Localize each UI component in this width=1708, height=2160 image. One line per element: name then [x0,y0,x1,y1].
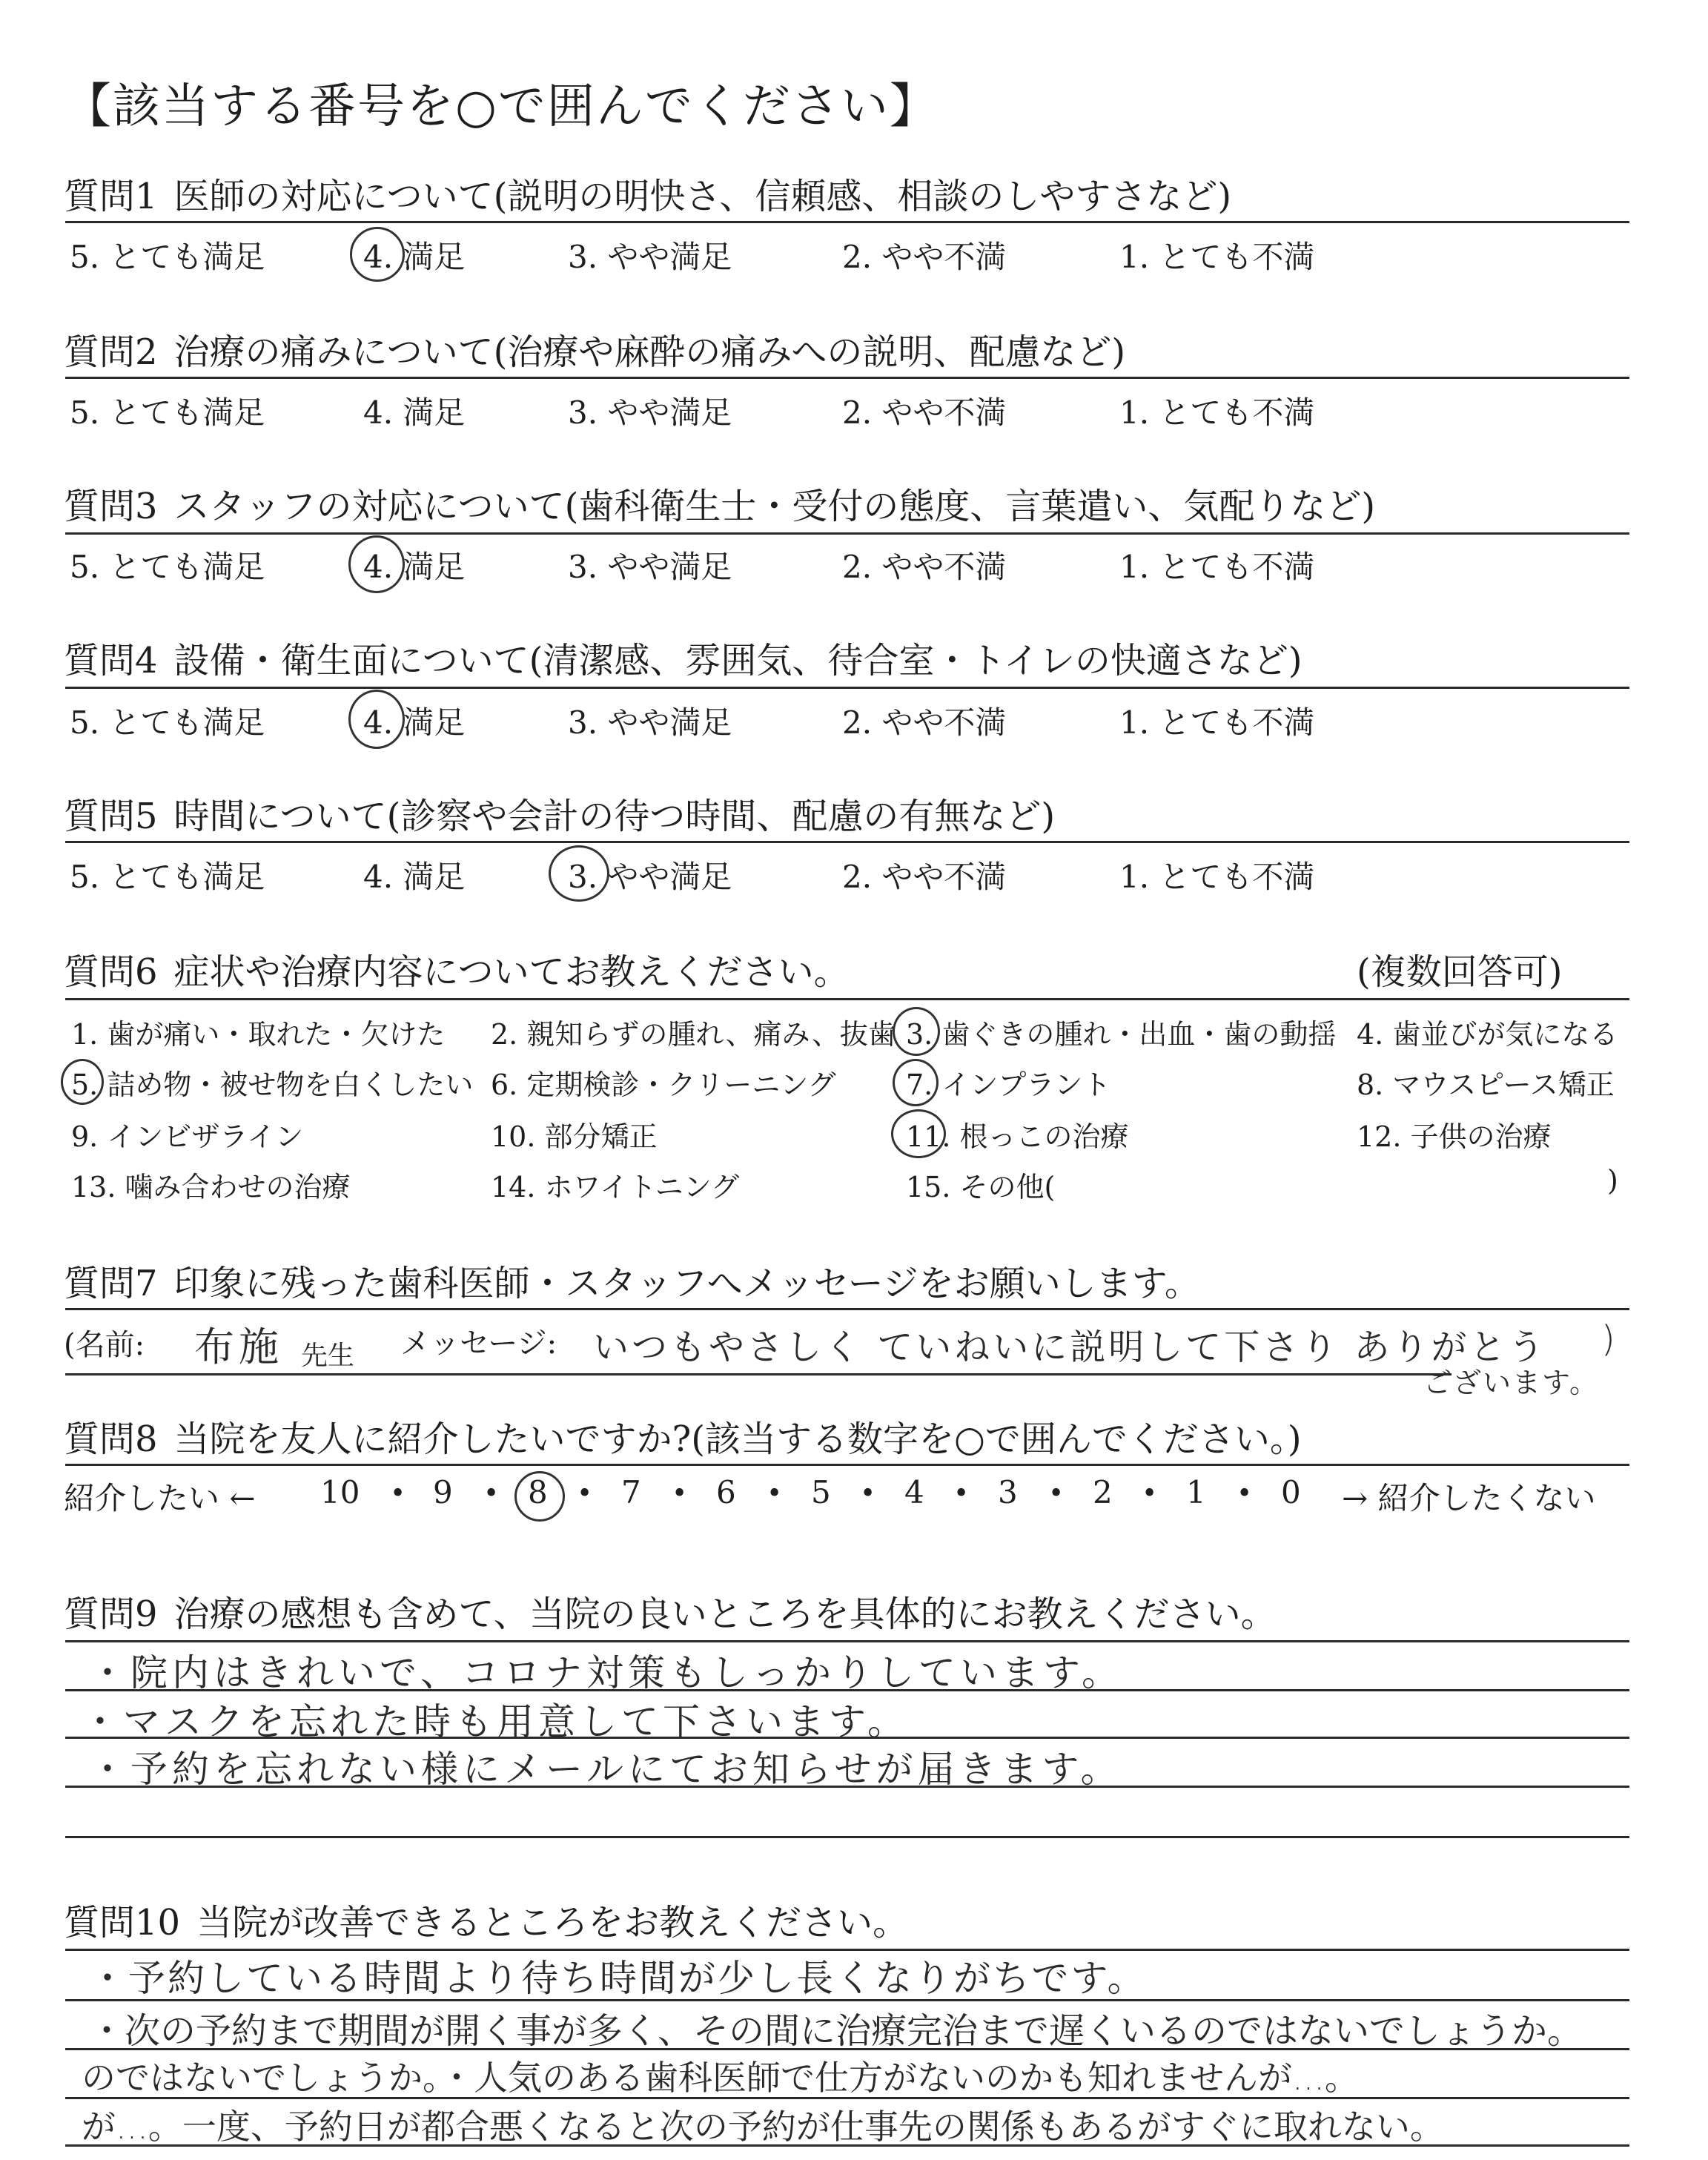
q1-option-5[interactable]: 5. とても満足 [70,239,265,275]
q10-answer-line-1: ・予約している時間より待ち時間が少し長くなりがちです。 [89,1957,1147,2000]
question-2-rule [65,377,1629,379]
q10-answer-line-4: が...。一度、予約日が都合悪くなると次の予約が仕事先の関係もあるがすぐに取れない。 [82,2107,1444,2147]
q5-option-5[interactable]: 5. とても満足 [70,859,265,895]
q10-rule-4 [65,2097,1629,2099]
q8-separator: • [672,1479,688,1509]
q4-option-3[interactable]: 3. やや満足 [568,704,732,741]
q8-scale-0[interactable]: 0 [1281,1474,1301,1510]
question-5-text: 時間について(診察や会計の待つ時間、配慮の有無など) [173,796,1056,837]
q7-message-value: いつもやさしく ていねいに説明して下さり ありがとう [593,1327,1547,1368]
q8-scale-9[interactable]: 9 [433,1474,453,1510]
q8-separator: • [767,1479,783,1509]
q8-separator: • [577,1479,593,1509]
q1-option-4[interactable]: 4. 満足 [363,239,466,275]
q8-scale-4[interactable]: 4 [904,1474,924,1510]
q6-item-7[interactable]: 7. インプラント [906,1069,1111,1101]
q4-option-2[interactable]: 2. やや不満 [842,704,1007,741]
q5-option-1[interactable]: 1. とても不満 [1119,859,1315,895]
q9-rule-2 [65,1689,1629,1691]
question-6-label: 質問6 [64,951,158,993]
question-4 [64,632,1302,683]
question-4-text: 設備・衛生面について(清潔感、雰囲気、待合室・トイレの快適さなど) [173,640,1302,681]
question-1-text: 医師の対応について(説明の明快さ、信頼感、相談のしやすさなど) [173,176,1232,217]
q7-message-cont: ございます。 [1423,1367,1599,1399]
q8-scale-5[interactable]: 5 [811,1474,831,1510]
q8-scale-6[interactable]: 6 [716,1474,736,1510]
q6-item-8[interactable]: 8. マウスピース矯正 [1357,1069,1615,1101]
q6-item-14[interactable]: 14. ホワイトニング [491,1171,740,1203]
q9-answer-line-1: ・院内はきれいで、コロナ対策もしっかりしています。 [89,1651,1123,1694]
q4-option-4[interactable]: 4. 満足 [363,704,466,741]
q6-answer-circle-7 [893,1059,939,1106]
q6-item-1[interactable]: 1. 歯が痛い・取れた・欠けた [71,1018,446,1051]
question-5 [64,787,1055,839]
q2-option-3[interactable]: 3. やや満足 [568,394,732,431]
q1-option-1[interactable]: 1. とても不満 [1119,239,1315,275]
q8-scale-8[interactable]: 8 [528,1474,548,1510]
q3-option-4[interactable]: 4. 満足 [363,549,466,585]
q6-answer-circle-3 [893,1007,940,1056]
q6-item-13[interactable]: 13. 噛み合わせの治療 [71,1171,351,1203]
q3-option-5[interactable]: 5. とても満足 [70,549,265,585]
q8-scale-7[interactable]: 7 [621,1474,641,1510]
q1-option-2[interactable]: 2. やや不満 [842,239,1007,275]
question-2 [64,323,1125,374]
q8-answer-circle [514,1471,565,1522]
question-6-rule [65,998,1629,1000]
q7-name-label: (名前: [64,1328,145,1362]
q8-separator: • [1237,1479,1253,1509]
q6-item-15[interactable]: 15. その他( [906,1171,1056,1203]
q8-separator: • [1142,1479,1158,1509]
q10-answer-line-3: のではないでしょうか。・人気のある歯科医師で仕方がないのかも知れませんが...。 [82,2058,1359,2098]
q6-item-5[interactable]: 5. 詰め物・被せ物を白くしたい [71,1069,474,1101]
q6-item-9[interactable]: 9. インビザライン [71,1120,304,1153]
q6-item-10[interactable]: 10. 部分矯正 [491,1120,658,1153]
q8-separator: • [953,1479,970,1509]
question-6-note: (複数回答可) [1357,951,1563,993]
question-9 [64,1585,1277,1636]
question-5-rule [65,841,1629,843]
q6-item-3[interactable]: 3. 歯ぐきの腫れ・出血・歯の動揺 [906,1018,1337,1051]
q4-answer-circle [348,690,405,749]
question-8-label: 質問8 [64,1418,158,1460]
q8-separator: • [860,1479,876,1509]
question-1-label: 質問1 [64,176,158,217]
q6-item-6[interactable]: 6. 定期検診・クリーニング [491,1069,836,1101]
q8-left-label: 紹介したい ← [64,1480,256,1516]
q9-rule-4 [65,1786,1629,1788]
question-4-rule [65,687,1629,689]
q6-answer-circle-5 [61,1059,104,1105]
q5-option-4[interactable]: 4. 満足 [363,859,466,895]
q2-option-1[interactable]: 1. とても不満 [1119,394,1315,431]
q6-item-2[interactable]: 2. 親知らずの腫れ、痛み、抜歯 [491,1018,896,1051]
q6-answer-circle-11 [891,1109,946,1158]
question-3-text: スタッフの対応について(歯科衛生士・受付の態度、言葉遣い、気配りなど) [173,486,1376,527]
question-4-label: 質問4 [64,640,158,681]
q7-message-label: メッセージ: [400,1327,557,1361]
q9-rule-3 [65,1737,1629,1739]
q1-answer-circle [350,227,405,282]
q6-item-11[interactable]: 11. 根っこの治療 [906,1120,1129,1153]
question-7-text: 印象に残った歯科医師・スタッフへメッセージをお願いします。 [173,1263,1200,1304]
question-9-label: 質問9 [64,1593,158,1635]
q6-item-4[interactable]: 4. 歯並びが気になる [1357,1018,1618,1051]
q5-option-3[interactable]: 3. やや満足 [568,859,732,895]
question-2-label: 質問2 [64,331,158,373]
question-8-text: 当院を友人に紹介したいですか?(該当する数字を○で囲んでください。) [173,1418,1302,1460]
q8-separator: • [390,1479,406,1509]
q2-option-4[interactable]: 4. 満足 [363,394,466,431]
q6-item-15-close: ) [1607,1164,1618,1197]
question-6 [64,943,850,994]
question-3-rule [65,532,1629,535]
question-3 [64,478,1375,529]
question-6-text: 症状や治療内容についてお教えください。 [173,951,850,993]
question-10-label: 質問10 [64,1902,181,1943]
q9-answer-line-2: ・マスクを忘れた時も用意して下さいます。 [82,1700,909,1743]
q7-name-value: 布施 [194,1324,283,1370]
question-5-label: 質問5 [64,796,158,837]
q10-answer-line-2: ・次の予約まで期間が開く事が多く、その間に治療完治まで遅くいるのではないでしょうか。 [89,2010,1583,2052]
q9-rule-1 [65,1640,1629,1642]
question-3-label: 質問3 [64,486,158,527]
page-title: 【該当する番号を○で囲んでください】 [64,79,939,134]
question-8 [64,1410,1302,1462]
q6-item-12[interactable]: 12. 子供の治療 [1357,1120,1552,1153]
q5-answer-circle [549,845,609,902]
q8-scale-10[interactable]: 10 [320,1474,360,1510]
question-8-rule [65,1464,1629,1466]
q10-rule-3 [65,2048,1629,2050]
q7-name-suffix: 先生 [301,1341,355,1371]
q4-option-1[interactable]: 1. とても不満 [1119,704,1315,741]
q10-rule-2 [65,1999,1629,2001]
q8-separator: • [483,1479,500,1509]
q8-scale-1[interactable]: 1 [1186,1474,1206,1510]
question-10-text: 当院が改善できるところをお教えください。 [196,1902,909,1943]
q3-option-2[interactable]: 2. やや不満 [842,549,1007,585]
q8-right-label: → 紹介したくない [1342,1480,1596,1516]
q3-option-3[interactable]: 3. やや満足 [568,549,732,585]
question-2-text: 治療の痛みについて(治療や麻酔の痛みへの説明、配慮など) [173,331,1126,373]
q8-scale-2[interactable]: 2 [1093,1474,1113,1510]
q2-option-2[interactable]: 2. やや不満 [842,394,1007,431]
q8-separator: • [1048,1479,1065,1509]
q4-option-5[interactable]: 5. とても満足 [70,704,265,741]
q1-option-3[interactable]: 3. やや満足 [568,239,732,275]
question-7-label: 質問7 [64,1263,158,1304]
q9-answer-line-3: ・予約を忘れない様にメールにてお知らせが届きます。 [89,1748,1122,1791]
question-10 [64,1894,908,1945]
question-7-rule [65,1308,1629,1310]
q3-answer-circle [348,535,405,593]
question-1-rule [65,221,1629,223]
q5-option-2[interactable]: 2. やや不満 [842,859,1007,895]
q3-option-1[interactable]: 1. とても不満 [1119,549,1315,585]
q2-option-5[interactable]: 5. とても満足 [70,394,265,431]
q10-rule-5 [65,2144,1629,2147]
question-7-answer-rule [65,1373,1452,1375]
question-1 [64,168,1231,219]
q8-scale-3[interactable]: 3 [998,1474,1018,1510]
q7-message-close: ) [1601,1318,1620,1360]
q9-rule-5 [65,1836,1629,1838]
question-7 [64,1255,1200,1306]
question-9-text: 治療の感想も含めて、当院の良いところを具体的にお教えください。 [173,1593,1277,1635]
